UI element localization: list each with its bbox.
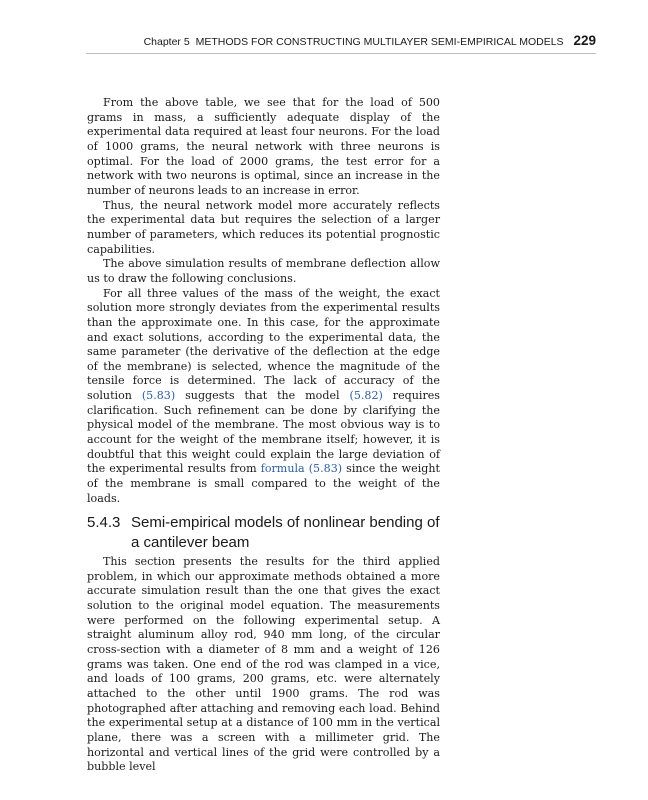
section-title: Semi-empirical models of nonlinear bending of a cantilever beam (131, 514, 440, 551)
body-text-before-section (87, 96, 440, 506)
running-head (86, 33, 596, 54)
section-number: 5.4.3 (87, 514, 121, 531)
paragraph: From the above table, we see that for the load of 500 grams in mass, a sufficiently adequate display of the experimental data required at least four neurons. For the load of 1000 grams, the neural network with three neurons is optimal. For the load of 2000 grams, the test error for a network with two neurons is optimal, since an increase in the number of neurons leads to an increase in error. (87, 96, 440, 197)
equation-reference-link[interactable]: (5.82) (349, 389, 383, 403)
paragraph-text: For all three values of the mass of the weight, the exact solution more strongly deviates from the experimental results than the approximate one. In this case, for the approximate and exact solutions, according to the experimental data, the same parameter (the derivative of the deflection at the edge of the membrane) is selected, whence the magnitude of the tensile force is determined. The lack of accuracy of the solution (87, 286, 440, 403)
paragraph (87, 287, 440, 507)
paragraph: The above simulation results of membrane deflection allow us to draw the following conclusions. (87, 257, 440, 285)
paragraph-text: since the weight of the membrane is small compared to the weight of the loads. (87, 462, 440, 505)
section-heading (87, 513, 467, 553)
page-number: 229 (573, 33, 596, 48)
paragraph: Thus, the neural network model more accurately reflects the experimental data but requires the selection of a larger number of parameters, which reduces its potential prognostic capabilities. (87, 198, 440, 256)
paragraph: This section presents the results for the third applied problem, in which our approximate methods obtained a more accurate simulation result than the one that gives the exact solution to the original model equation. The measurements were performed on the following experimental setup. A straight aluminum alloy rod, 940 mm long, of the circular cross-section with a diameter of 8 mm and a weight of 126 grams was taken. One end of the rod was clamped in a vice, and loads of 100 grams, 200 grams, etc. were alternately attached to the other until 1900 grams. The rod was photographed after attaching and removing each load. Behind the experimental setup at a distance of 100 mm in the vertical plane, there was a screen with a millimeter grid. The horizontal and vertical lines of the grid were controlled by a bubble level (87, 555, 440, 774)
chapter-label: Chapter 5 (143, 36, 190, 48)
equation-reference-link[interactable]: (5.83) (141, 389, 176, 403)
paragraph-text: requires clarification. Such refinement can be done by clarifying the physical model of the membrane. The most obvious way is to account for the weight of the membrane itself; however, it is doubtful that this weight could explain the large deviation of the experimental results from (87, 389, 441, 476)
paragraph-text: suggests that the model (175, 389, 350, 403)
body-text-after-section (87, 555, 440, 775)
chapter-title: METHODS FOR CONSTRUCTING MULTILAYER SEMI-EMPIRICAL MODELS (195, 36, 564, 48)
formula-reference-link[interactable]: formula (5.83) (260, 462, 343, 476)
